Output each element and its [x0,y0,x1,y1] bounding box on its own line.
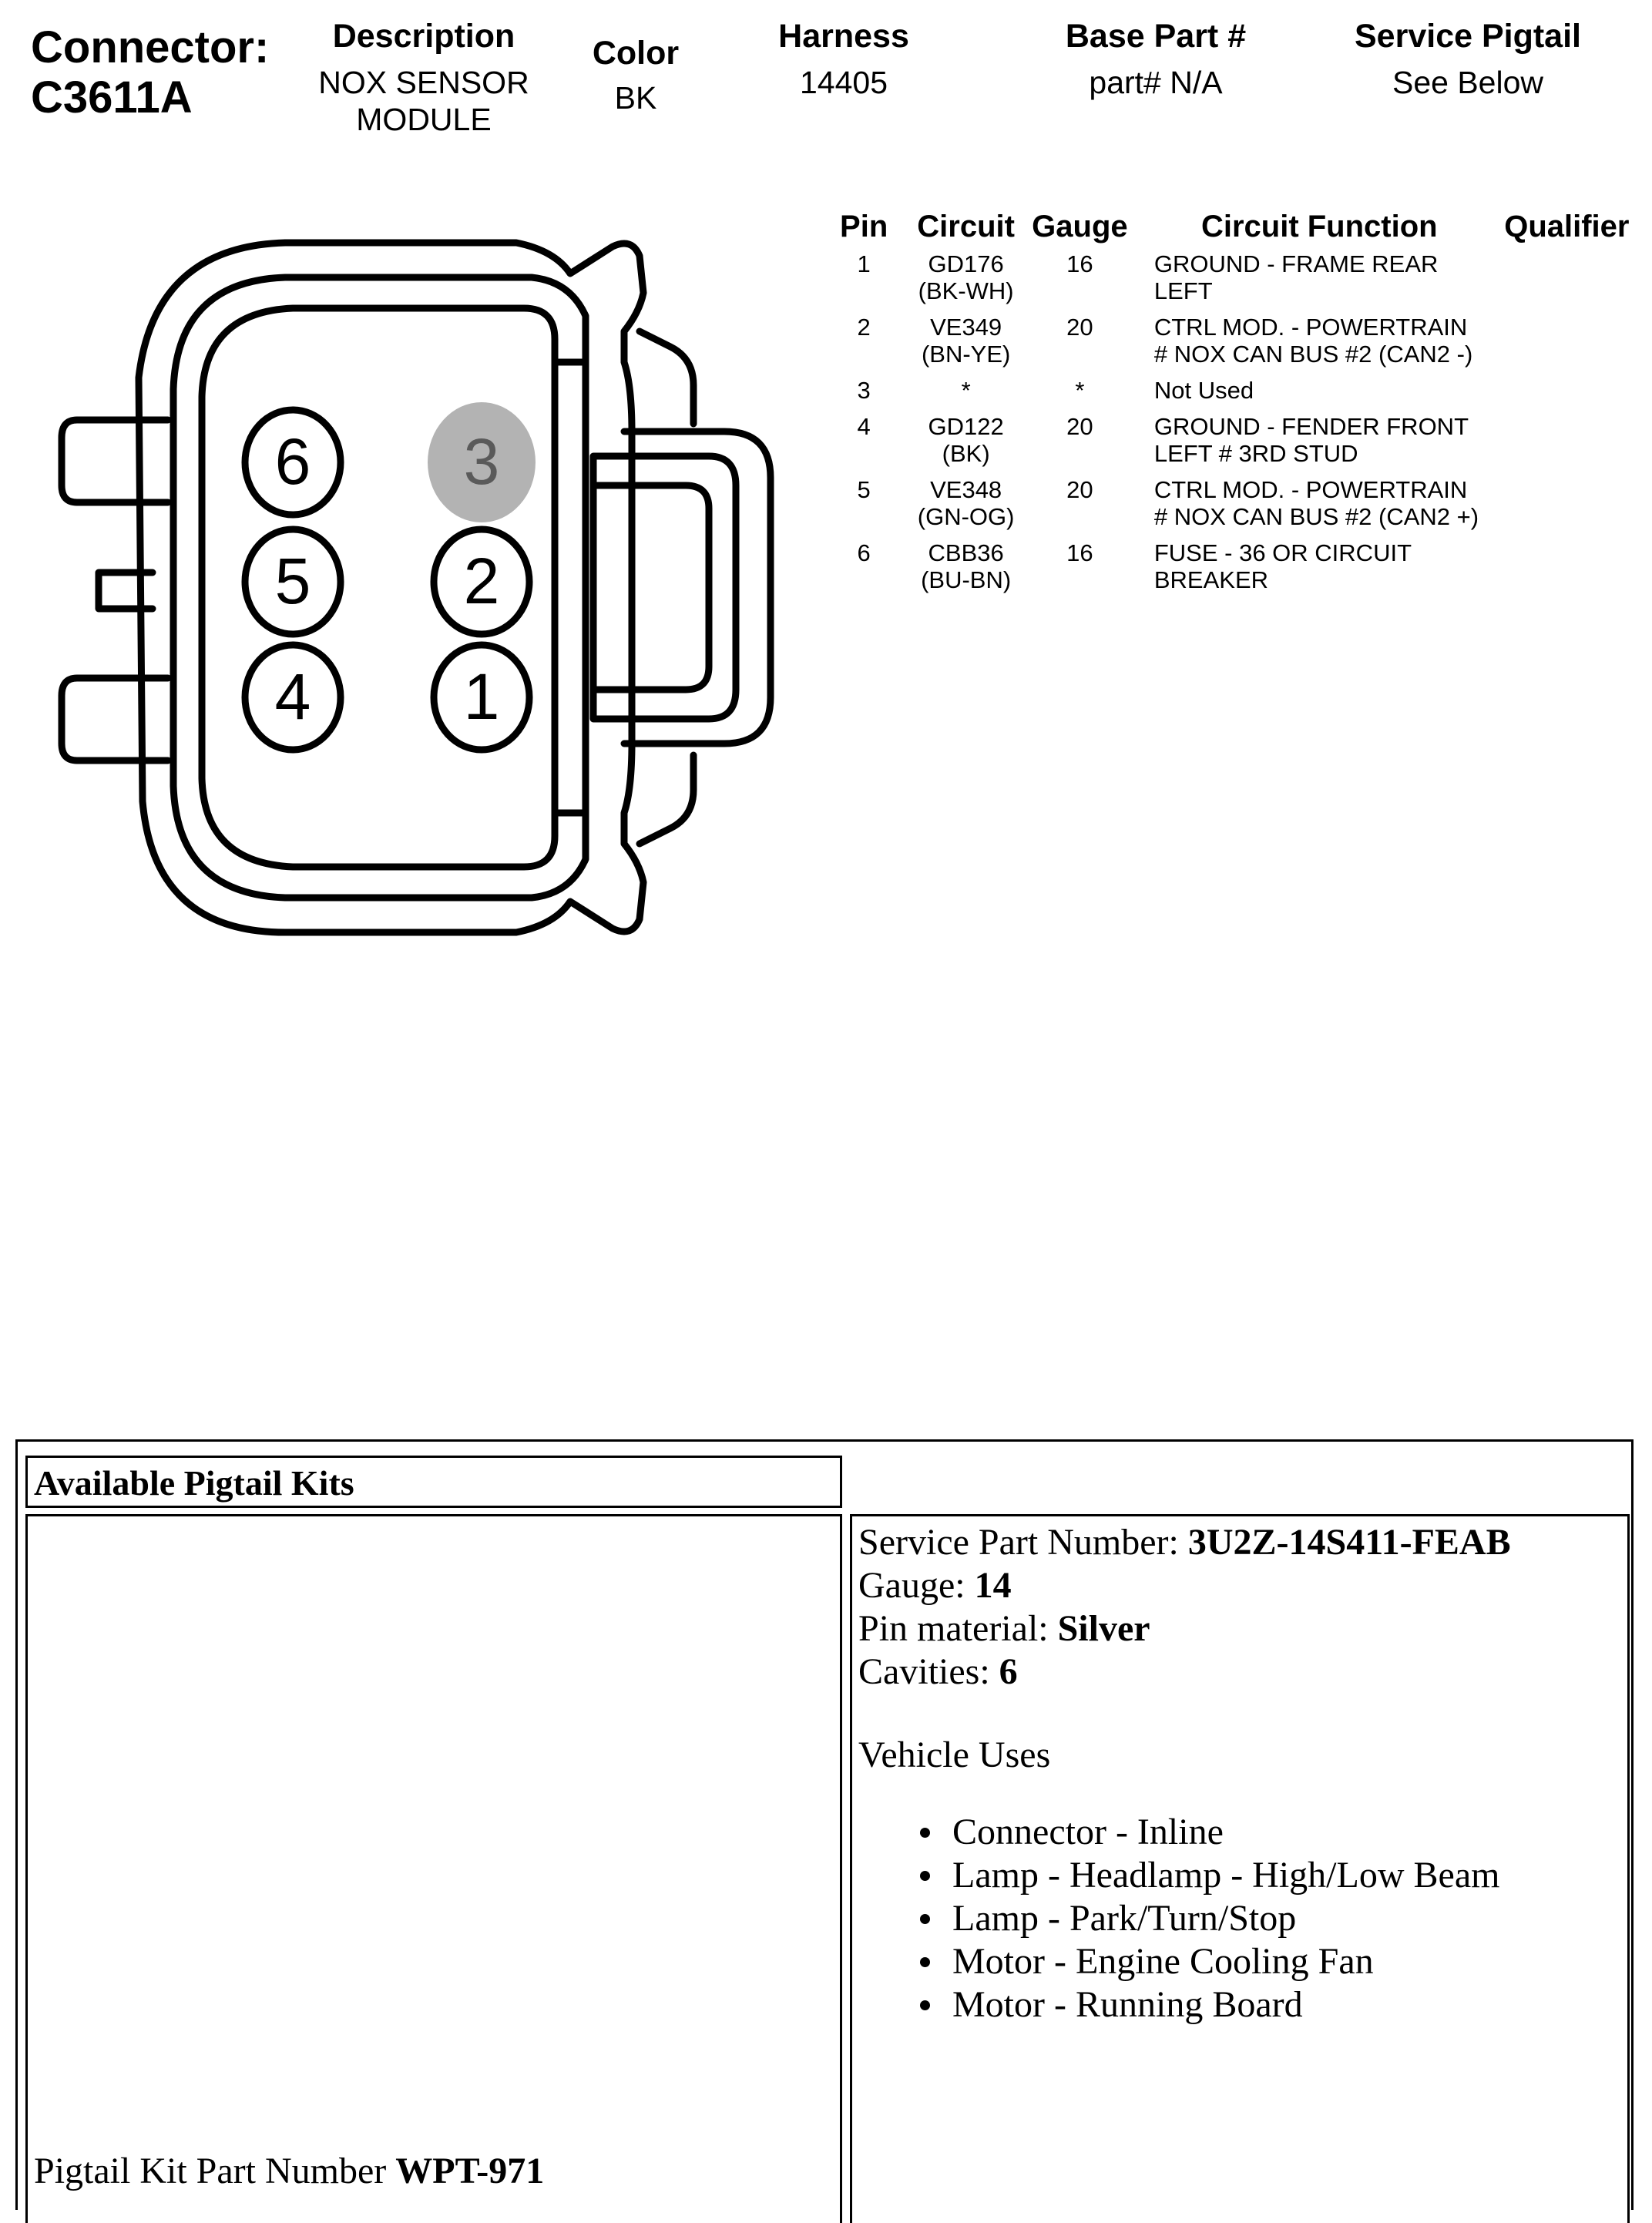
list-item: Lamp - Park/Turn/Stop [952,1897,1627,1940]
base-part-label: Base Part # [1065,18,1247,55]
row-gauge: 20 [1066,476,1093,503]
service-part-number [858,1521,1627,1564]
row-gauge: 20 [1066,413,1093,440]
row-circuit [911,476,1021,539]
row-pin: 3 [857,377,871,404]
function-line-2: LEFT # 3RD STUD [1153,440,1358,467]
pin-material-label: Pin material: [858,1608,1058,1649]
description-label: Description [332,18,515,55]
service-pigtail-value: See Below [1392,64,1543,100]
row-pin: 4 [857,413,871,440]
description-line-1: NOX SENSOR [318,64,529,100]
gauge-value: 14 [974,1565,1012,1606]
pigtail-kit-details [850,1514,1630,2223]
pin-label-5: 5 [274,545,311,617]
row-function [1139,377,1500,413]
wire-color: (BK-WH) [918,277,1014,304]
function-line-2: LEFT [1153,277,1213,304]
function-line-2: # NOX CAN BUS #2 (CAN2 -) [1153,341,1473,368]
header-circuit: Circuit [917,210,1015,243]
pin-label-3: 3 [463,425,500,498]
function-line-2: # NOX CAN BUS #2 (CAN2 +) [1153,503,1479,530]
table-row [817,476,1634,539]
connector-face-diagram [31,231,786,955]
service-pigtail-label: Service Pigtail [1355,18,1581,55]
row-function [1139,314,1500,377]
connector-label: Connector: [31,22,270,72]
row-circuit [911,377,1021,413]
row-qualifier [1500,377,1634,413]
right-ridge-top [640,331,693,424]
pigtail-kits-title: Available Pigtail Kits [25,1456,842,1508]
header-pin: Pin [840,210,888,243]
pin-table-header [817,210,1634,250]
row-function [1139,539,1500,603]
base-part-header [1032,17,1279,101]
service-pigtail-header [1325,17,1610,101]
table-row [817,539,1634,603]
pin-material-value: Silver [1057,1608,1150,1649]
pin-cavity-6 [245,410,341,515]
pin-label-2: 2 [463,545,500,617]
table-row [817,377,1634,413]
function-line-2: BREAKER [1153,566,1269,593]
pin-table [817,210,1634,603]
row-qualifier [1500,539,1634,603]
left-tab-top [62,420,168,502]
row-qualifier [1500,476,1634,539]
header-function: Circuit Function [1200,210,1438,243]
row-gauge: 16 [1066,539,1093,566]
base-part-value: part# N/A [1089,64,1223,100]
pin-cavity-1 [434,645,529,750]
list-item: Connector - Inline [952,1811,1627,1854]
left-tab-middle [99,573,153,609]
row-function [1139,250,1500,314]
row-pin: 1 [857,250,871,277]
row-function [1139,476,1500,539]
pin-material [858,1607,1627,1650]
gauge-label: Gauge: [858,1565,975,1606]
function-line-1: GROUND - FRAME REAR [1153,250,1439,277]
pin-cavity-3-unused [428,402,536,522]
list-item: Lamp - Headlamp - High/Low Beam [952,1854,1627,1897]
row-qualifier [1500,250,1634,314]
right-latch-inner [593,456,736,719]
header-qualifier: Qualifier [1504,210,1630,243]
right-latch [624,432,771,744]
circuit-id: CBB36 [928,539,1004,566]
pin-label-4: 4 [274,660,311,733]
cavities-label: Cavities: [858,1651,999,1692]
pin-label-1: 1 [463,660,500,733]
wire-color: (GN-OG) [917,503,1015,530]
pigtail-kit-part-number [34,2150,544,2192]
row-qualifier [1500,314,1634,377]
row-pin: 5 [857,476,871,503]
list-item: Motor - Running Board [952,1983,1627,2027]
description-line-2: MODULE [356,102,492,138]
color-label: Color [592,35,680,72]
row-circuit [911,413,1021,476]
pigtail-kit-image-cell [25,1514,842,2223]
cavities [858,1650,1627,1694]
wire-color: (BN-YE) [921,341,1011,368]
function-line-1: Not Used [1153,377,1254,404]
table-row [817,250,1634,314]
table-row [817,413,1634,476]
connector-header [31,23,269,123]
cavities-value: 6 [999,1651,1018,1692]
wire-color: (BU-BN) [921,566,1012,593]
pin-cavity-4 [245,645,341,750]
function-line-1: CTRL MOD. - POWERTRAIN [1153,476,1468,503]
table-row [817,314,1634,377]
header-gauge: Gauge [1032,210,1128,243]
row-circuit [911,250,1021,314]
function-line-1: CTRL MOD. - POWERTRAIN [1153,314,1468,341]
vehicle-uses-list [858,1811,1627,2027]
row-circuit [911,539,1021,603]
harness-value: 14405 [799,64,888,100]
list-item: Motor - Engine Cooling Fan [952,1940,1627,1983]
pigtail-kits-section [15,1439,1634,2210]
wire-color: (BK) [942,440,990,467]
function-line-1: GROUND - FENDER FRONT [1153,413,1469,440]
row-function [1139,413,1500,476]
pin-cavity-5 [245,529,341,634]
right-latch-slot [593,485,709,690]
kit-part-value: WPT-971 [395,2151,545,2191]
circuit-id: GD176 [928,250,1004,277]
connector-id: C3611A [31,72,193,123]
service-part-value: 3U2Z-14S411-FEAB [1187,1522,1511,1563]
pin-label-6: 6 [274,425,311,498]
row-qualifier [1500,413,1634,476]
vehicle-uses-heading: Vehicle Uses [858,1734,1051,1775]
service-part-label: Service Part Number: [858,1522,1188,1563]
color-value: BK [614,79,657,116]
color-header [570,34,701,116]
row-gauge: * [1075,377,1085,404]
row-pin: 2 [857,314,871,341]
function-line-1: FUSE - 36 OR CIRCUIT [1153,539,1412,566]
circuit-id: VE349 [930,314,1002,341]
row-gauge: 16 [1066,250,1093,277]
circuit-id: GD122 [928,413,1004,440]
circuit-id: VE348 [930,476,1002,503]
row-pin: 6 [857,539,871,566]
row-circuit [911,314,1021,377]
description-header [293,17,555,138]
row-gauge: 20 [1066,314,1093,341]
kit-gauge [858,1564,1627,1607]
pin-cavity-2 [434,529,529,634]
kit-part-label: Pigtail Kit Part Number [34,2151,396,2191]
harness-header [740,17,948,101]
circuit-id: * [961,377,971,404]
right-ridge-bottom [640,755,693,844]
harness-label: Harness [778,18,909,55]
left-tab-bottom [62,678,168,761]
